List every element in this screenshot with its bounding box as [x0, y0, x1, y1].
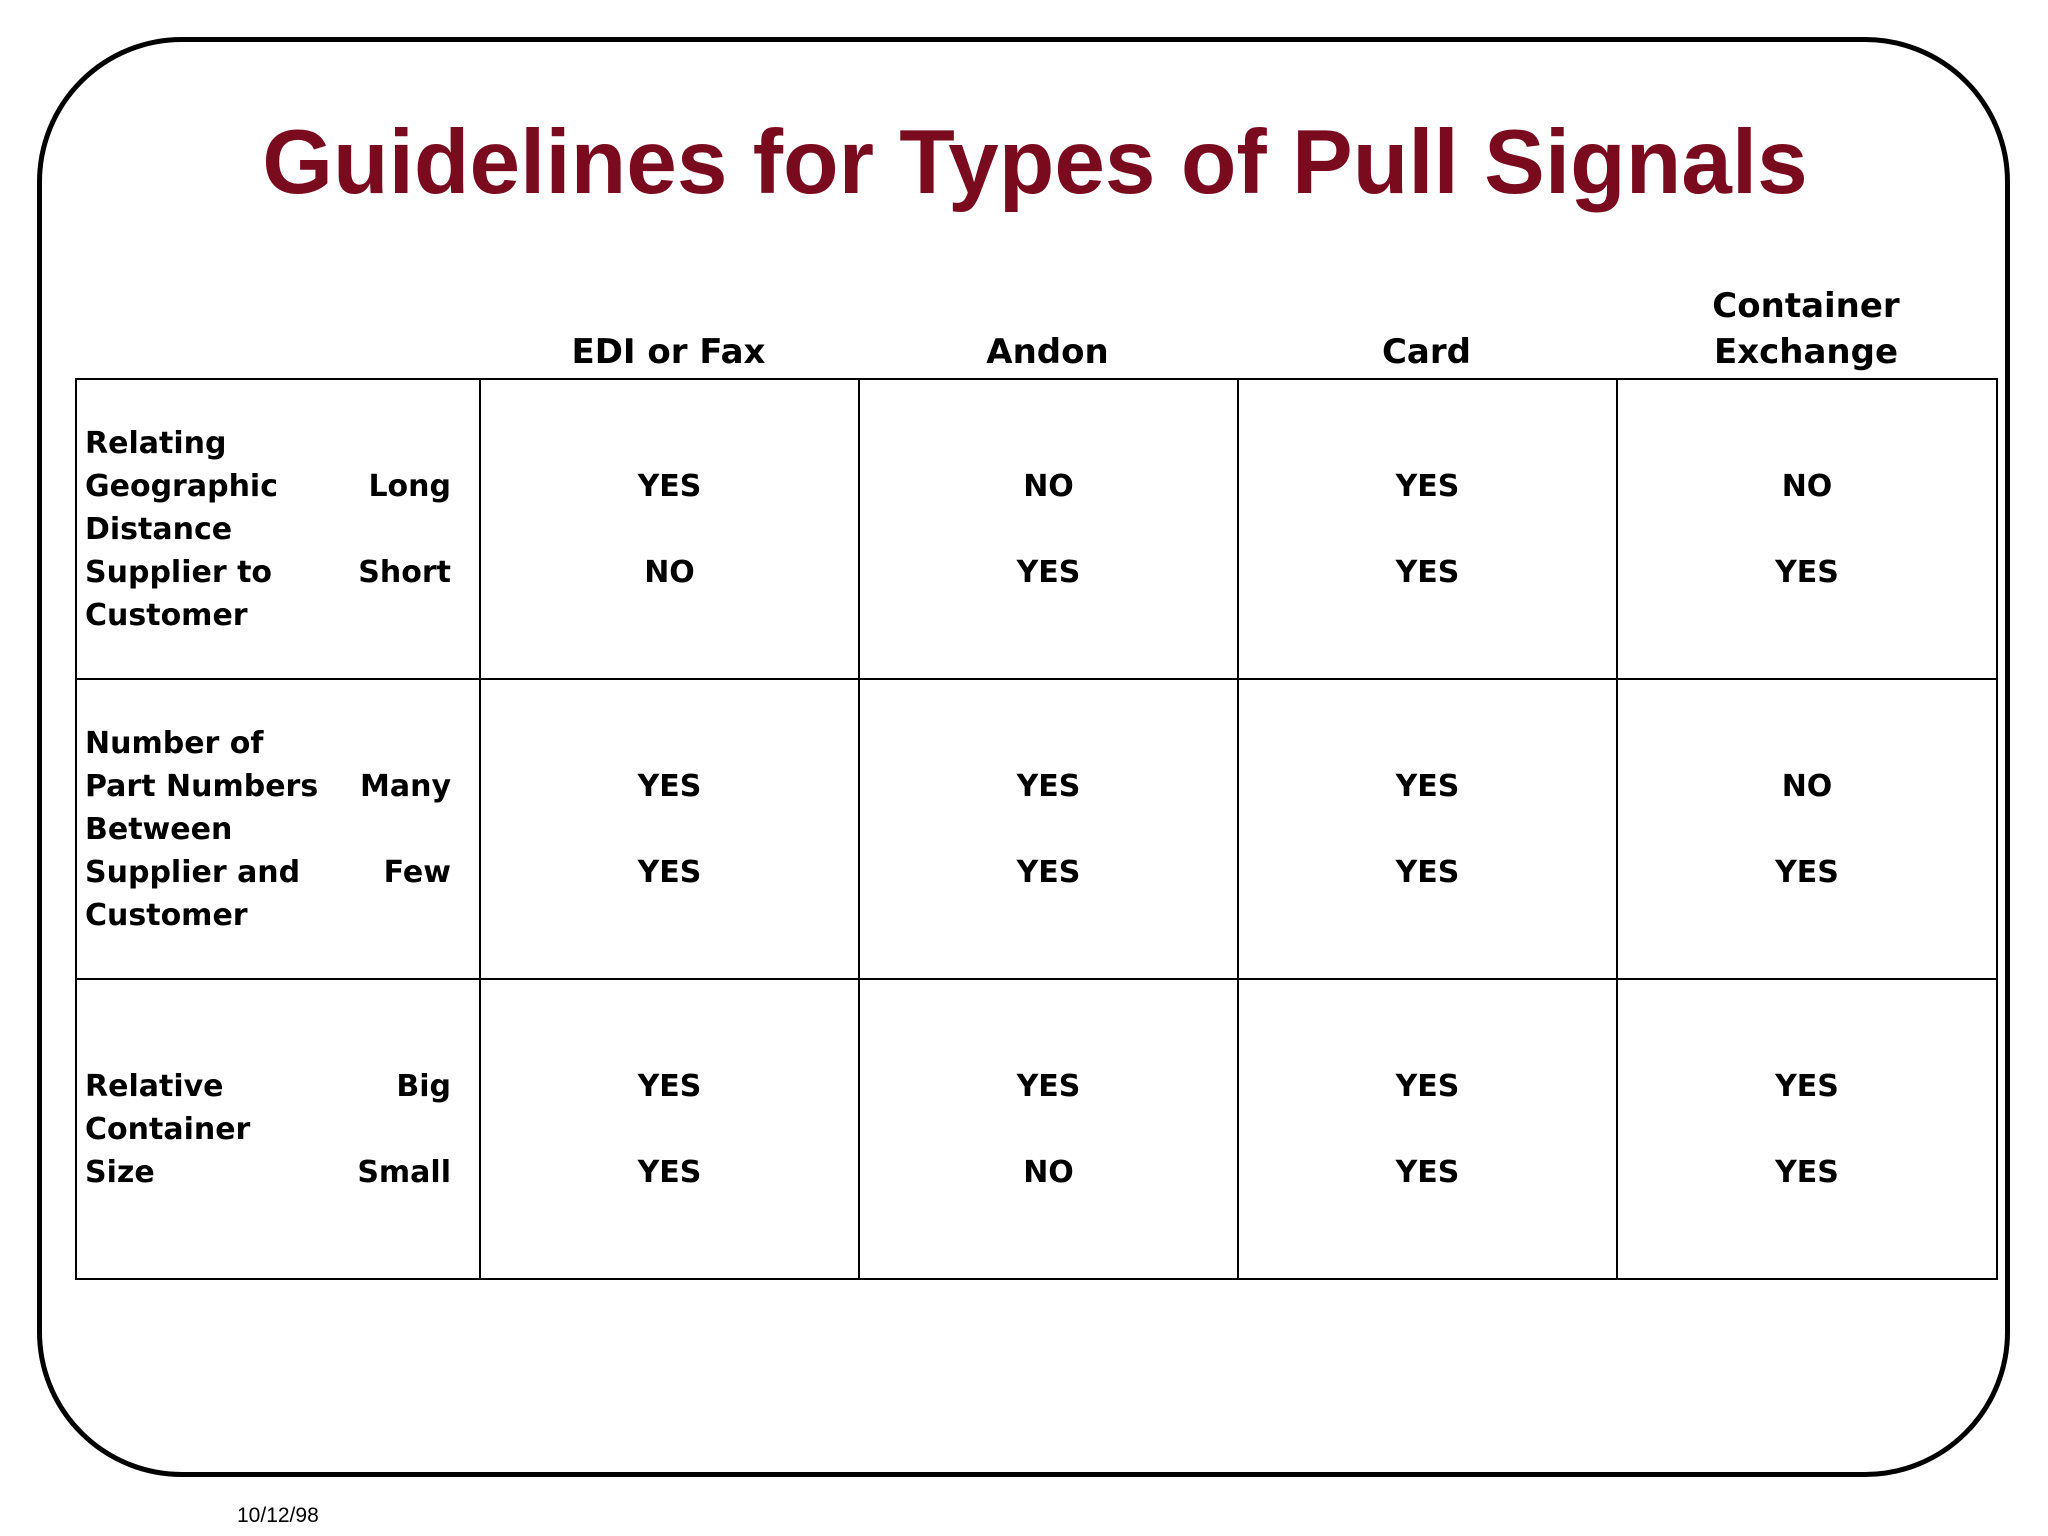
slide-date: 10/12/98: [237, 1504, 319, 1527]
table-cell: [1238, 379, 1617, 679]
row-level: Many: [359, 768, 451, 804]
table-cell: [1617, 679, 1997, 979]
cell-value: YES: [1016, 854, 1081, 890]
table-cell: [1617, 979, 1997, 1279]
table-cell: [480, 679, 859, 979]
row-criterion: Number of Part Numbers Between Supplier and Customer: [85, 725, 319, 933]
row-level: Small: [357, 1154, 451, 1190]
cell-value: YES: [1395, 468, 1460, 504]
table-cell: [480, 979, 859, 1279]
column-header-container-exchange: Container Exchange: [1712, 286, 1900, 372]
cell-value: YES: [1016, 554, 1081, 590]
table-cell: [1617, 379, 1997, 679]
cell-value: YES: [1775, 1154, 1839, 1190]
row-level: Long: [368, 468, 451, 504]
cell-value: YES: [637, 854, 702, 890]
cell-value: NO: [1781, 468, 1833, 504]
cell-value: YES: [1395, 854, 1460, 890]
column-header-edi-or-fax: EDI or Fax: [571, 332, 766, 372]
table-cell: [859, 379, 1238, 679]
row-criterion: Relative Container Size: [85, 1068, 251, 1190]
cell-value: NO: [1023, 468, 1074, 504]
cell-value: YES: [1395, 1068, 1460, 1104]
row-level: Few: [383, 854, 451, 890]
row-level: Big: [396, 1068, 451, 1104]
table-cell: [1238, 679, 1617, 979]
row-criterion: Relating Geographic Distance Supplier to Customer: [85, 425, 278, 633]
cell-value: YES: [1775, 854, 1839, 890]
table-row: [76, 979, 1997, 1279]
table-cell: [859, 979, 1238, 1279]
table-row: [76, 379, 1997, 679]
cell-value: YES: [637, 1154, 702, 1190]
row-level: Short: [358, 554, 451, 590]
cell-value: YES: [1016, 768, 1081, 804]
table-cell: [859, 679, 1238, 979]
cell-value: YES: [637, 768, 702, 804]
row-label-cell: [76, 379, 480, 679]
cell-value: YES: [637, 1068, 702, 1104]
column-header-card: Card: [1381, 332, 1471, 372]
cell-value: YES: [637, 468, 702, 504]
table-cell: [1238, 979, 1617, 1279]
cell-value: YES: [1775, 554, 1839, 590]
cell-value: NO: [1023, 1154, 1074, 1190]
cell-value: YES: [1016, 1068, 1081, 1104]
slide-title: Guidelines for Types of Pull Signals: [262, 112, 1808, 213]
column-header-andon: Andon: [986, 332, 1109, 372]
pull-signal-table: [75, 378, 1998, 1280]
cell-value: YES: [1395, 554, 1460, 590]
cell-value: YES: [1395, 768, 1460, 804]
table-cell: [480, 379, 859, 679]
cell-value: YES: [1395, 1154, 1460, 1190]
cell-value: NO: [1781, 768, 1833, 804]
cell-value: NO: [644, 554, 695, 590]
cell-value: YES: [1775, 1068, 1839, 1104]
row-label-cell: [76, 679, 480, 979]
row-label-cell: [76, 979, 480, 1279]
table-row: [76, 679, 1997, 979]
